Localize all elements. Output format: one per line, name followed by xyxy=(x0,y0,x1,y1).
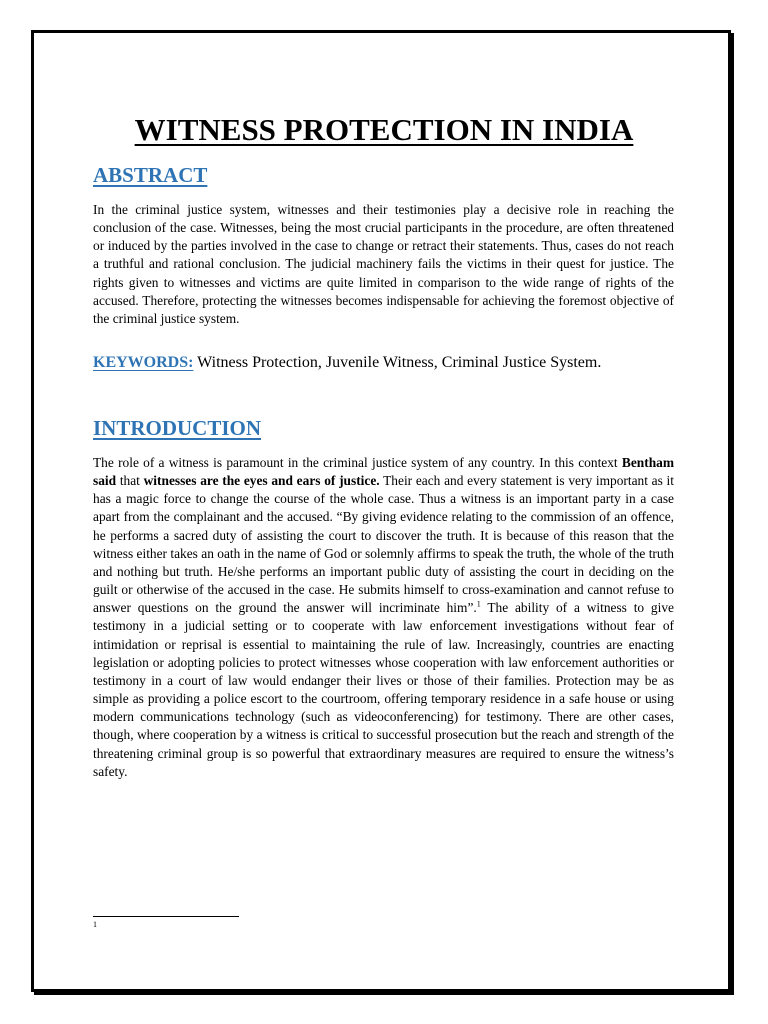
abstract-heading: ABSTRACT xyxy=(93,163,208,187)
keywords-line xyxy=(93,354,693,372)
intro-text-rest: Their each and every statement is very important as it has a magic force to change the course of the whole case. Thus a witness is an important party in a case apart from the complainant and the accused. “By giving evidence relating to the commission of an offence, he performs a sacred duty of assisting the court to discover the truth. It is because of this reason that the witness either takes an oath in the name of God or solemnly affirms to speak the truth, the whole of the truth and nothing but truth. He/she performs an important public duty of assisting the court in deciding on the guilt or otherwise of the accused in the case. He submits himself to cross-examination and cannot refuse to answer questions on the ground the answer will incriminate him”. xyxy=(93,473,674,616)
introduction-paragraph xyxy=(93,454,674,781)
abstract-paragraph: In the criminal justice system, witnesses and their testimonies play a decisive role in reaching the conclusion of the case. Witnesses, being the most crucial participants in the procedure, are often threatened or induced by the parties involved in the case to change or retract their statements. Thus, cases do not reach a truthful and rational conclusion. The judicial machinery fails the victims in their quest for justice. The rights given to witnesses and victims are quite limited in comparison to the wide range of rights of the accused. Therefore, protecting the witnesses becomes indispensable for achieving the foremost objective of the criminal justice system. xyxy=(93,202,674,326)
bentham-said-bold: Bentham said xyxy=(93,455,674,489)
keywords-label: KEYWORDS: xyxy=(93,354,194,371)
intro-text-that: that xyxy=(119,473,140,489)
introduction-heading: INTRODUCTION xyxy=(93,416,262,440)
document-title: WITNESS PROTECTION IN INDIA xyxy=(134,112,634,147)
footnote-reference[interactable]: 1 xyxy=(476,599,481,609)
eyes-and-ears-bold: witnesses are the eyes and ears of justice. xyxy=(143,473,380,489)
footnote-number: 1 xyxy=(93,920,97,929)
intro-text-start: The role of a witness is paramount in the criminal justice system of any country. In this context xyxy=(93,455,618,470)
keywords-value: Witness Protection, Juvenile Witness, Criminal Justice System. xyxy=(197,354,602,371)
intro-text-second-part: The ability of a witness to give testimony in a judicial setting or to cooperate with law enforcement investigations without fear of intimidation or reprisal is essential to maintaining the rule of law. Increasingly, countries are enacting legislation or adopting policies to protect witnesses whose cooperation with law enforcement authorities or testimony in a court of law would endanger their lives or those of their families. Protection may be as simple as providing a police escort to the courtroom, offering temporary residence in a safe house or using modern communications technology (such as videoconferencing) for testimony. There are other cases, though, where cooperation by a witness is critical to successful prosecution but the reach and strength of the threatening criminal group is so powerful that extraordinary measures are required to ensure the witness’s safety. xyxy=(93,600,674,779)
footnote-separator xyxy=(93,916,239,917)
